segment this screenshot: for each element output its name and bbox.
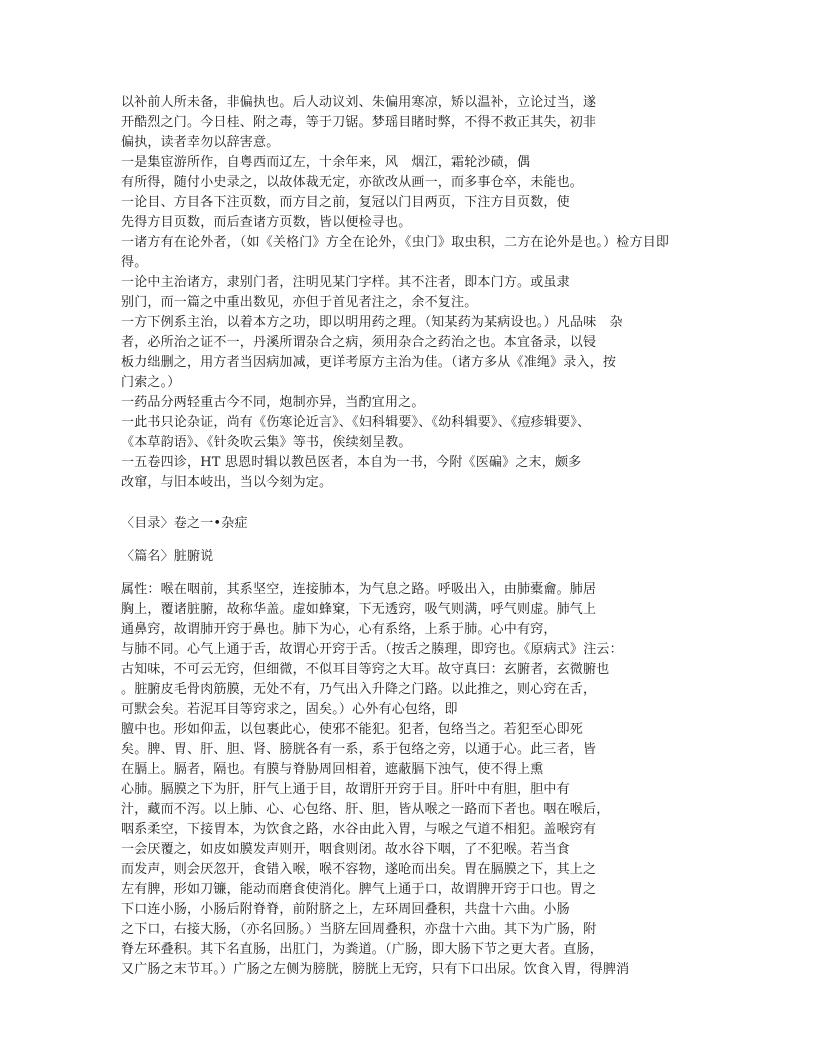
body-line: 咽系柔空，下接胃本，为饮食之路，水谷由此入胃，与喉之气道不相犯。盖喉窍有 <box>121 822 597 837</box>
body-line: 古知味，不可云无窍，但细微，不似耳目等窍之大耳。故守真曰：玄腑者，玄微腑也 <box>121 662 610 677</box>
body-line: 。脏腑皮毛骨肉筋膜，无处不有，乃气出入升降之门路。以此推之，则心窍在舌， <box>121 682 597 697</box>
preface-line: 有所得，随付小史录之，以故体裁无定，亦欲改从画一，而多事仓卒，未能也。 <box>121 175 584 190</box>
body-line: 通鼻窍，故谓肺开窍于鼻也。肺下为心，心有系络，上系于肺。心中有窍， <box>121 622 557 637</box>
preface-line: 一是集宦游所作，自粤西而辽左，十余年来，风 烟江，霜轮沙碛，偶 <box>121 155 531 170</box>
preface-line: 一方下例系主治，以着本方之功，即以明用药之理。（知某药为某病设也。）凡品味 杂 <box>121 315 623 330</box>
body-line: 下口连小肠，小肠后附脊脊，前附脐之上，左环周回叠积，共盘十六曲。小肠 <box>121 902 570 917</box>
body-line: 与肺不同。心气上通于舌，故谓心开窍于舌。（按舌之腠理，即窍也。《原病式》注云： <box>121 642 623 657</box>
body-line: 心肺。膈膜之下为肝，肝气上通于目，故谓肝开窍于目。肝叶中有胆，胆中有 <box>121 782 570 797</box>
preface-line: 一药品分两轻重古今不同，炮制亦异，当酌宜用之。 <box>121 395 425 410</box>
body-line: 膻中也。形如仰盂，以包裹此心，使邪不能犯。犯者，包络当之。若犯至心即死 <box>121 722 584 737</box>
body-line: 左有脾，形如刀镰，能动而磨食使消化。脾气上通于口，故谓脾开窍于口也。胃之 <box>121 882 597 897</box>
preface-line: 偏执，读者幸勿以辞害意。 <box>121 135 280 150</box>
body-line: 脊左环叠积。其下名直肠，出肛门，为粪道。（广肠，即大肠下节之更大者。直肠， <box>121 942 603 957</box>
preface-line: 改窜，与旧本岐出，当以今刻为定。 <box>121 475 333 490</box>
preface-line: 《本草韵语》、《针灸吹云集》等书，俟续刻呈教。 <box>121 435 412 450</box>
section-heading: 〈篇名〉脏腑说 <box>121 549 214 564</box>
preface-line: 得。 <box>121 255 148 270</box>
preface-line: 一诸方有在论外者，（如《关格门》方全在论外，《虫门》取虫积，二方在论外是也。）检方目即 <box>121 235 670 250</box>
body-line: 又广肠之末节耳。）广肠之左侧为膀胱，膀胱上无窍，只有下口出尿。饮食入胃，得脾消 <box>121 962 630 977</box>
body-line: 胸上，覆诸脏腑，故称华盖。虚如蜂窠，下无透窍，吸气则满，呼气则虚。肺气上 <box>121 602 597 617</box>
preface-line: 一论中主治诸方，隶别门者，注明见某门字样。其不注者，即本门方。或虽隶 <box>121 275 570 290</box>
body-line: 之下口，右接大肠，（亦名回肠。）当脐左回周叠积，亦盘十六曲。其下为广肠，附 <box>121 922 597 937</box>
preface-line: 一五卷四诊，HT 思恩时辑以教邑医者，本自为一书，今附《医碥》之末，颇多 <box>121 455 582 470</box>
preface-line: 别门，而一篇之中重出数见，亦但于首见者注之，余不复注。 <box>121 295 478 310</box>
preface-line: 门索之。） <box>121 375 181 390</box>
body-line: 在膈上。膈者，隔也。有膜与脊胁周回相着，遮蔽膈下浊气，使不得上熏 <box>121 762 544 777</box>
preface-line: 一此书只论杂证，尚有《伤寒论近言》、《妇科辑要》、《幼科辑要》、《痘疹辑要》、 <box>121 415 591 430</box>
body-line: 汁，藏而不泻。以上肺、心、心包络、肝、胆，皆从喉之一路而下者也。咽在喉后， <box>121 802 610 817</box>
catalog-heading: 〈目录〉卷之一•杂症 <box>121 516 248 531</box>
preface-line: 开酷烈之门。今日桂、附之毒，等于刀锯。梦瑶目睹时弊，不得不救正其失，初非 <box>121 115 597 130</box>
body-line: 一会厌覆之，如皮如膜发声则开，咽食则闭。故水谷下咽，了不犯喉。若当食 <box>121 842 570 857</box>
body-line: 属性：喉在咽前，其系坚空，连接肺本，为气息之路。呼吸出入，由肺橐龠。肺居 <box>121 582 597 597</box>
body-line: 矣。脾、胃、肝、胆、肾、膀胱各有一系，系于包络之旁，以通于心。此三者，皆 <box>121 742 597 757</box>
preface-line: 板力绌删之，用方者当因病加减，更详考原方主治为佳。（诸方多从《准绳》录入，按 <box>121 355 617 370</box>
preface-line: 以补前人所未备，非偏执也。后人动议刘、朱偏用寒凉，矫以温补，立论过当，遂 <box>121 95 597 110</box>
body-line: 可默会矣。若泥耳目等窍求之，固矣。）心外有心包络，即 <box>121 702 458 717</box>
body-line: 而发声，则会厌忽开，食错入喉，喉不容物，遂呛而出矣。胃在膈膜之下，其上之 <box>121 862 597 877</box>
preface-line: 先得方目页数，而后查诸方页数，皆以便检寻也。 <box>121 215 412 230</box>
preface-line: 一论目、方目各下注页数，而方目之前，复冠以门目两页，下注方目页数，使 <box>121 195 570 210</box>
preface-line: 者，必所治之证不一，丹溪所谓杂合之病，须用杂合之药治之也。本宜备录，以锓 <box>121 335 597 350</box>
